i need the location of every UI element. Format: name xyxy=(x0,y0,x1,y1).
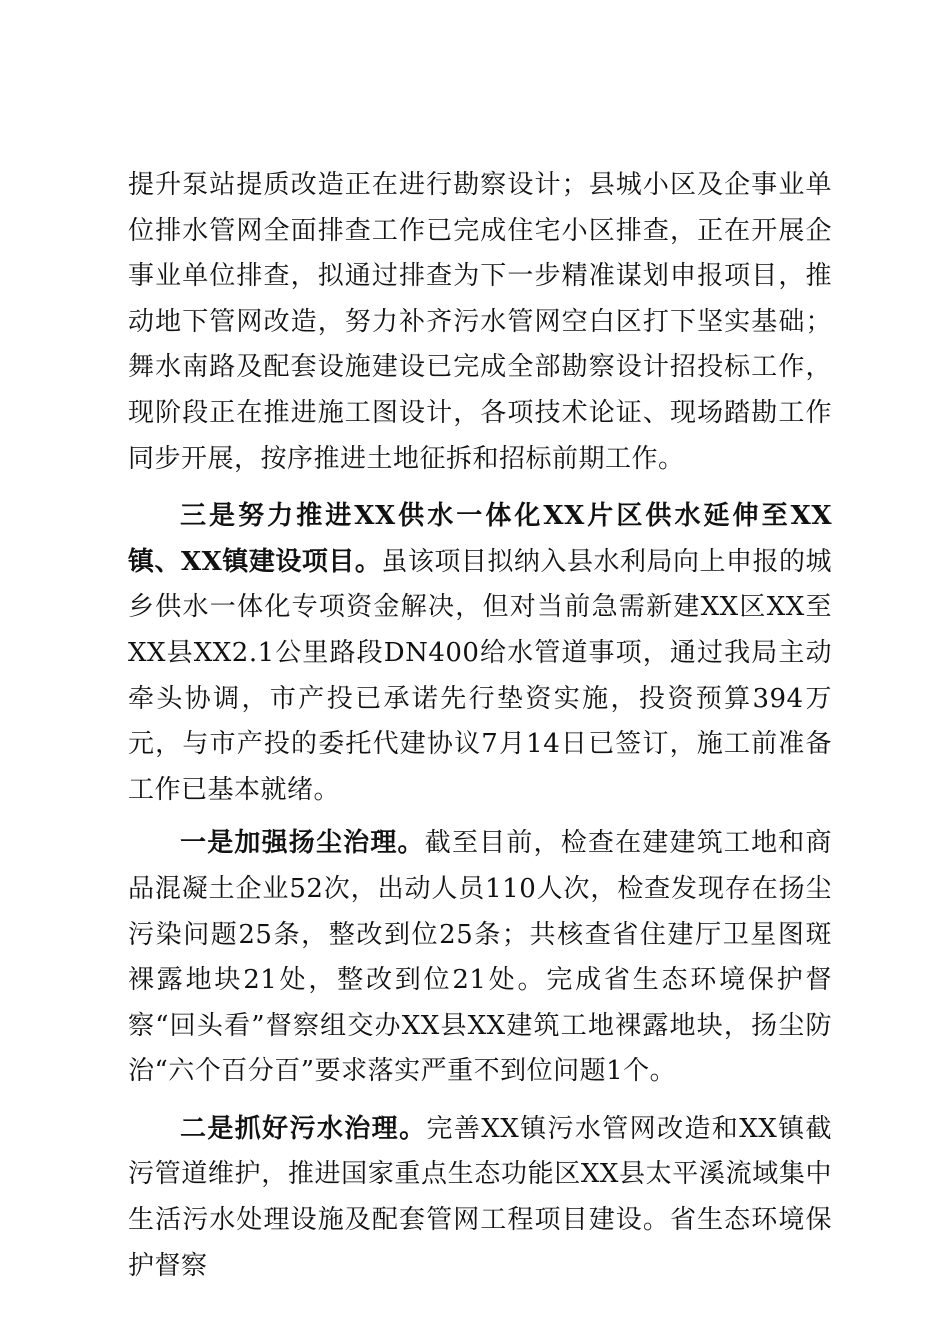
paragraph-water-supply-integration xyxy=(128,494,832,813)
paragraph-text: 虽该项目拟纳入县水利局向上申报的城乡供水一体化专项资金解决，但对当前急需新建XX区XX至XX县XX2.1公里路段DN400给水管道事项，通过我局主动牵头协调，市产投已承诺先行垫资实施，投资预算394万元，与市产投的委托代建协议7月14日已签订，施工前准备工作已基本就绪。 xyxy=(128,546,832,805)
paragraph-lead-bold: 一是加强扬尘治理。 xyxy=(180,828,425,859)
paragraph-pump-station-progress xyxy=(128,163,832,482)
paragraph-lead-bold: 三是努力推进XX供水一体化XX片区供水延伸至XX镇、XX镇建设项目。 xyxy=(128,501,832,577)
paragraph-text: 完善XX镇污水管网改造和XX镇截污管道维护，推进国家重点生态功能区XX县太平溪流域集中生活污水处理设施及配套管网工程项目建设。省生态环境保护督察 xyxy=(128,1113,832,1281)
paragraph-text: 提升泵站提质改造正在进行勘察设计；县城小区及企事业单位排水管网全面排查工作已完成住宅小区排查，正在开展企事业单位排查，拟通过排查为下一步精准谋划申报项目，推动地下管网改造，努力补齐污水管网空白区打下坚实基础；舞水南路及配套设施建设已完成全部勘察设计招投标工作，现阶段正在推进施工图设计，各项技术论证、现场踏勘工作同步开展，按序推进土地征拆和招标前期工作。 xyxy=(128,170,832,474)
document-body xyxy=(128,163,832,1289)
paragraph-text: 截至目前，检查在建建筑工地和商品混凝土企业52次，出动人员110人次，检查发现存在扬尘污染问题25条，整改到位25条；共核查省住建厅卫星图斑裸露地块21处，整改到位21处。完成省生态环境保护督察“回头看”督察组交办XX县XX建筑工地裸露地块，扬尘防治“六个百分百”要求落实严重不到位问题1个。 xyxy=(128,828,832,1087)
paragraph-lead-bold: 二是抓好污水治理。 xyxy=(180,1113,427,1144)
paragraph-sewage-treatment xyxy=(128,1107,832,1289)
paragraph-dust-control xyxy=(128,821,832,1095)
